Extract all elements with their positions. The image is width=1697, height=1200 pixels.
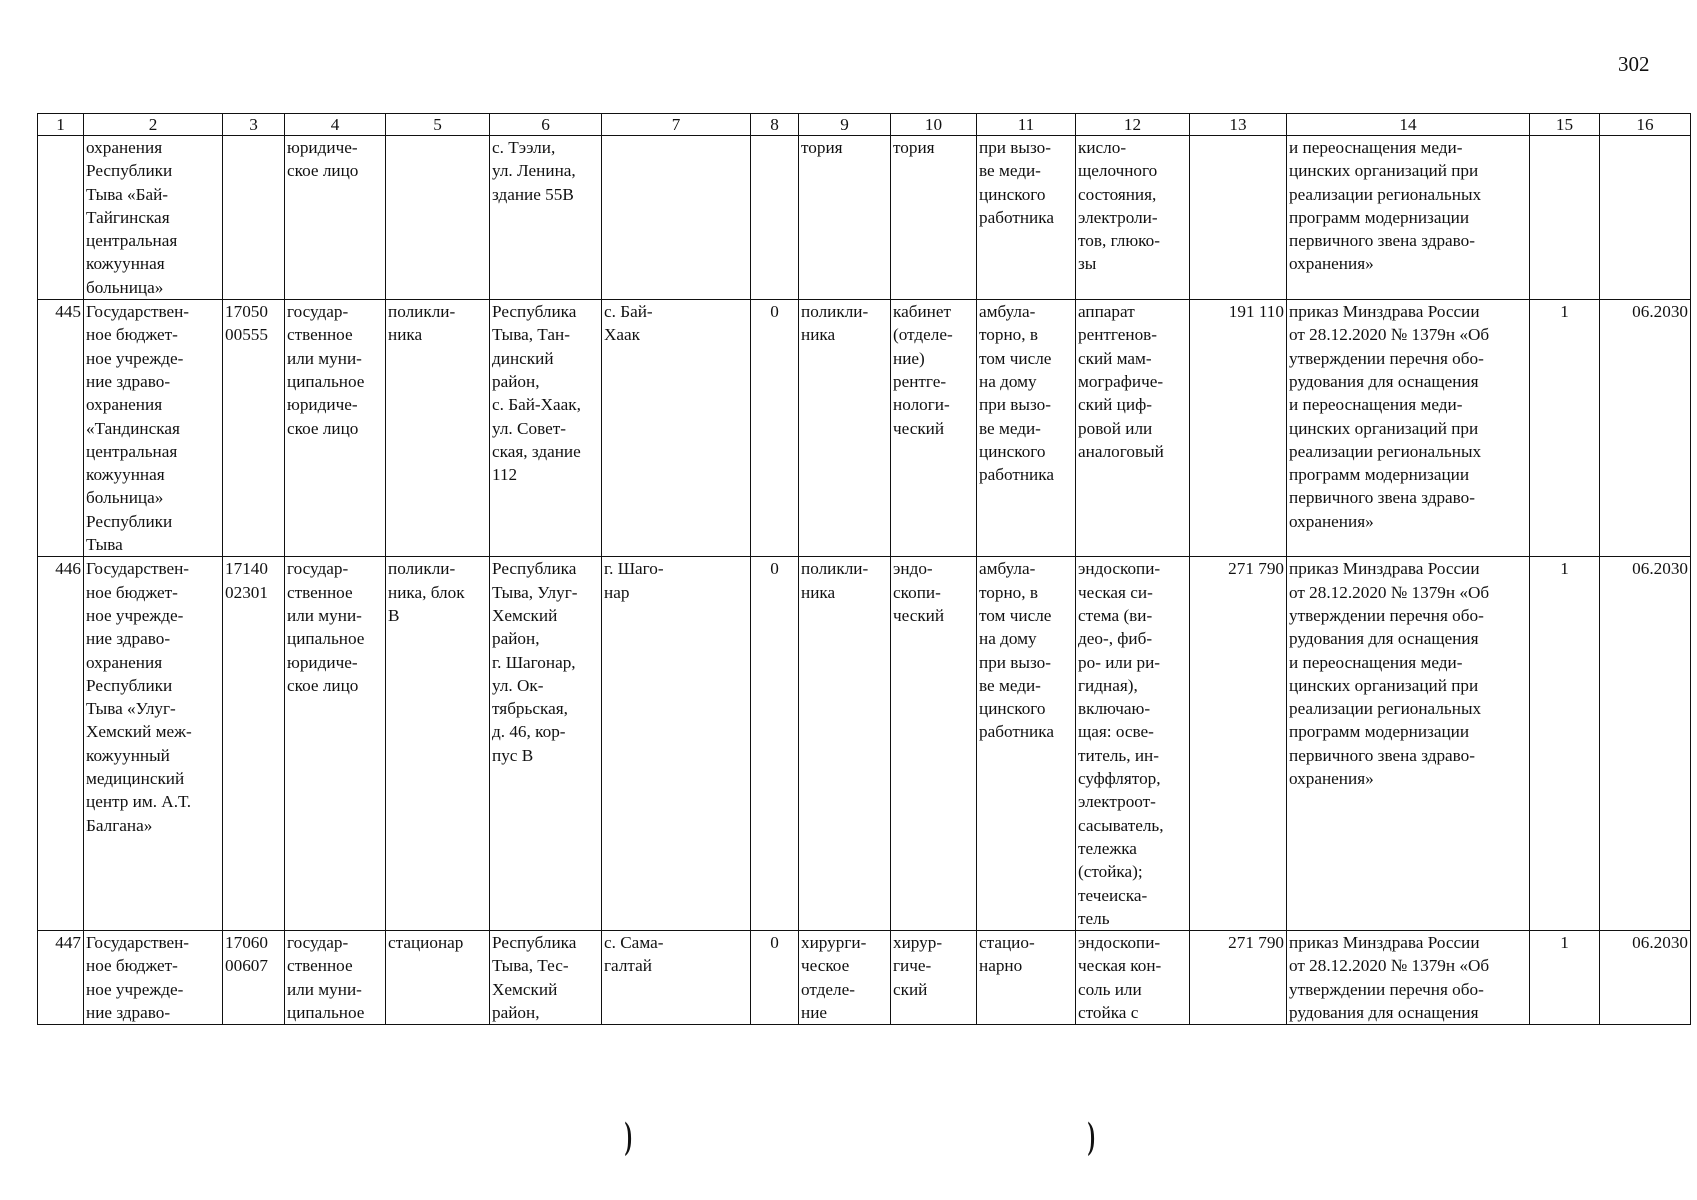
organization-name: Государствен- ное бюджет- ное учрежде- ние здраво- охранения Республики Тыва «Улуг- Хемский меж- кожуунный медицинский центр им. А.Т. Балгана»: [84, 557, 223, 931]
equipment-code: 271 790: [1190, 931, 1287, 1025]
organization-code: [223, 136, 285, 300]
column-header: 14: [1287, 114, 1530, 136]
organization-name: охранения Республики Тыва «Бай- Тайгинская центральная кожуунная больница»: [84, 136, 223, 300]
table-row: [38, 931, 1691, 1025]
structural-unit: поликли- ника: [386, 300, 490, 557]
care-conditions: амбула- торно, в том числе на дому при вызо- ве меди- цинского работника: [977, 300, 1076, 557]
equipment-name: аппарат рентгенов- ский мам- мографиче- ский циф- ровой или аналоговый: [1076, 300, 1190, 557]
address: с. Тээли, ул. Ленина, здание 55В: [490, 136, 602, 300]
equipment-code: [1190, 136, 1287, 300]
row-number: [38, 136, 84, 300]
address: Республика Тыва, Улуг- Хемский район, г. Шагонар, ул. Ок- тябрьская, д. 46, кор- пус В: [490, 557, 602, 931]
legal-form: государ- ственное или муни- ципальное юридиче- ское лицо: [285, 300, 386, 557]
legal-form: государ- ственное или муни- ципальное юридиче- ское лицо: [285, 557, 386, 931]
legal-form: юридиче- ское лицо: [285, 136, 386, 300]
organization-code: 17050 00555: [223, 300, 285, 557]
organization-name: Государствен- ное бюджет- ное учрежде- ние здраво-: [84, 931, 223, 1025]
legal-basis: и переоснащения меди- цинских организаций при реализации региональных программ модернизации первичного звена здраво- охранения»: [1287, 136, 1530, 300]
equipment-name: эндоскопи- ческая кон- соль или стойка с: [1076, 931, 1190, 1025]
quantity: 1: [1530, 557, 1600, 931]
department: тория: [799, 136, 891, 300]
structural-unit: поликли- ника, блок В: [386, 557, 490, 931]
equipment-code: 271 790: [1190, 557, 1287, 931]
column-header: 8: [751, 114, 799, 136]
column-header: 4: [285, 114, 386, 136]
cabinet: эндо- скопи- ческий: [891, 557, 977, 931]
row-number: 446: [38, 557, 84, 931]
quantity: 1: [1530, 300, 1600, 557]
legal-basis: приказ Минздрава России от 28.12.2020 № 1379н «Об утверждении перечня обо- рудования для оснащения и переоснащения меди- цинских организаций при реализации региональных программ модернизации первичного звена здраво- охранения»: [1287, 557, 1530, 931]
column-header: 3: [223, 114, 285, 136]
due-date: 06.2030: [1600, 300, 1691, 557]
cabinet: кабинет (отделе- ние) рентге- нологи- ческий: [891, 300, 977, 557]
column-8-value: 0: [751, 300, 799, 557]
handwritten-mark-left: ): [624, 1115, 633, 1157]
address: Республика Тыва, Тес- Хемский район,: [490, 931, 602, 1025]
column-header: 5: [386, 114, 490, 136]
table-row: [38, 136, 1691, 300]
column-number-row: [38, 114, 1691, 136]
organization-code: 17140 02301: [223, 557, 285, 931]
address: Республика Тыва, Тан- динский район, с. Бай-Хаак, ул. Совет- ская, здание 112: [490, 300, 602, 557]
department: поликли- ника: [799, 300, 891, 557]
care-conditions: стацио- нарно: [977, 931, 1076, 1025]
column-header: 15: [1530, 114, 1600, 136]
legal-basis: приказ Минздрава России от 28.12.2020 № 1379н «Об утверждении перечня обо- рудования для оснащения: [1287, 931, 1530, 1025]
legal-basis: приказ Минздрава России от 28.12.2020 № 1379н «Об утверждении перечня обо- рудования для оснащения и переоснащения меди- цинских организаций при реализации региональных программ модернизации первичного звена здраво- охранения»: [1287, 300, 1530, 557]
column-header: 6: [490, 114, 602, 136]
column-header: 11: [977, 114, 1076, 136]
quantity: [1530, 136, 1600, 300]
due-date: 06.2030: [1600, 557, 1691, 931]
care-conditions: при вызо- ве меди- цинского работника: [977, 136, 1076, 300]
column-header: 10: [891, 114, 977, 136]
settlement: с. Бай- Хаак: [602, 300, 751, 557]
equipment-name: эндоскопи- ческая си- стема (ви- део-, фиб- ро- или ри- гидная), включаю- щая: осве- титель, ин- суффлятор, электроот- сасыватель, тележка (стойка); течеиска- тель: [1076, 557, 1190, 931]
column-header: 16: [1600, 114, 1691, 136]
settlement: г. Шаго- нар: [602, 557, 751, 931]
cabinet: тория: [891, 136, 977, 300]
column-header: 1: [38, 114, 84, 136]
column-header: 7: [602, 114, 751, 136]
settlement: [602, 136, 751, 300]
due-date: [1600, 136, 1691, 300]
equipment-code: 191 110: [1190, 300, 1287, 557]
column-header: 2: [84, 114, 223, 136]
settlement: с. Сама- галтай: [602, 931, 751, 1025]
cabinet: хирур- гиче- ский: [891, 931, 977, 1025]
structural-unit: [386, 136, 490, 300]
quantity: 1: [1530, 931, 1600, 1025]
column-8-value: 0: [751, 931, 799, 1025]
table-row: [38, 300, 1691, 557]
column-header: 13: [1190, 114, 1287, 136]
equipment-table: [37, 113, 1691, 1025]
column-8-value: 0: [751, 557, 799, 931]
column-header: 9: [799, 114, 891, 136]
legal-form: государ- ственное или муни- ципальное: [285, 931, 386, 1025]
equipment-name: кисло- щелочного состояния, электроли- тов, глюко- зы: [1076, 136, 1190, 300]
department: поликли- ника: [799, 557, 891, 931]
structural-unit: стационар: [386, 931, 490, 1025]
organization-code: 17060 00607: [223, 931, 285, 1025]
column-8-value: [751, 136, 799, 300]
due-date: 06.2030: [1600, 931, 1691, 1025]
department: хирурги- ческое отделе- ние: [799, 931, 891, 1025]
row-number: 445: [38, 300, 84, 557]
handwritten-mark-right: ): [1087, 1115, 1096, 1157]
row-number: 447: [38, 931, 84, 1025]
organization-name: Государствен- ное бюджет- ное учрежде- ние здраво- охранения «Тандинская центральная кожуунная больница» Республики Тыва: [84, 300, 223, 557]
column-header: 12: [1076, 114, 1190, 136]
page-number: 302: [1618, 52, 1650, 76]
table-row: [38, 557, 1691, 931]
care-conditions: амбула- торно, в том числе на дому при вызо- ве меди- цинского работника: [977, 557, 1076, 931]
